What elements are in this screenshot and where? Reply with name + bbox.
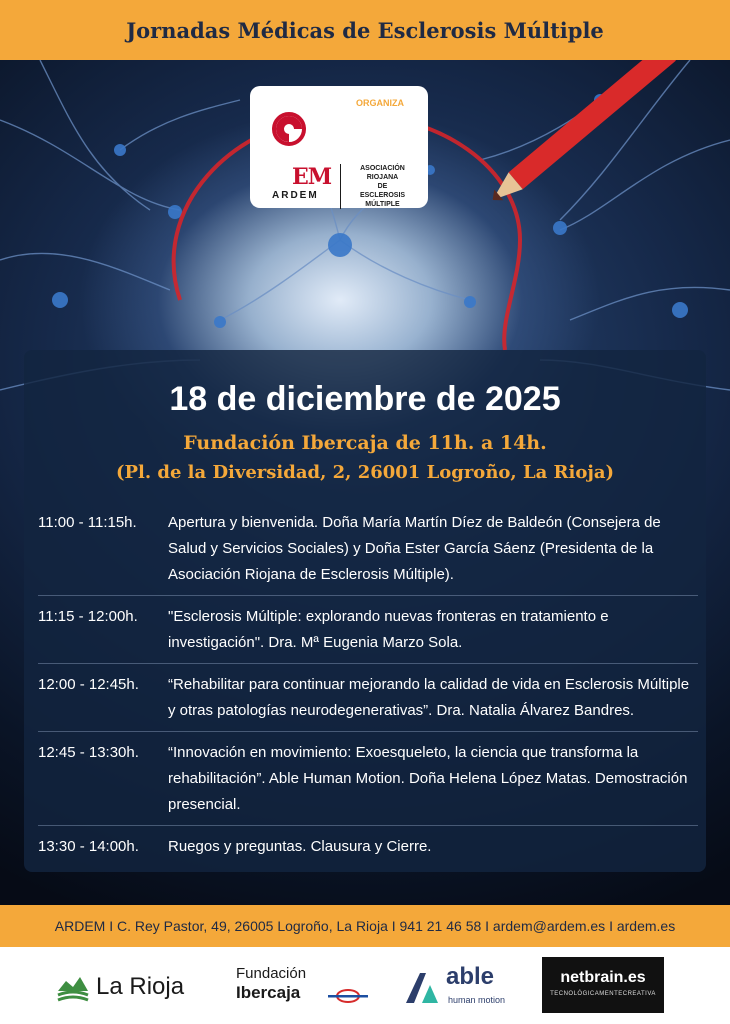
association-line: ESCLEROSIS xyxy=(359,192,406,199)
schedule-description: Apertura y bienvenida. Doña María Martín Díez de Baldeón (Consejera de Salud y Servicios Sociales) y Doña Ester García Sáenz (Presidenta de la Asociación Riojana de Esclerosis Múltiple). xyxy=(168,514,661,583)
event-title: Jornadas Médicas de Esclerosis Múltiple xyxy=(126,17,604,43)
sponsor-netbrain xyxy=(542,957,664,1013)
schedule-description: "Esclerosis Múltiple: explorando nuevas fronteras en tratamiento e investigación". Dra. Mª Eugenia Marzo Sola. xyxy=(168,608,609,651)
schedule-time: 12:45 - 13:30h. xyxy=(38,744,139,761)
logo-letters: EM xyxy=(292,164,332,190)
association-line: DE xyxy=(377,183,388,190)
contact-bar xyxy=(0,905,730,947)
association-name xyxy=(340,164,420,209)
organiza-label: ORGANIZA xyxy=(356,98,404,108)
program-panel xyxy=(24,350,706,872)
schedule-row xyxy=(38,502,698,596)
ibercaja-line2: Ibercaja xyxy=(236,983,301,1002)
schedule-row xyxy=(38,596,698,664)
contact-info: ARDEM I C. Rey Pastor, 49, 26005 Logroño, La Rioja I 941 21 46 58 I ardem@ardem.es I ardem.es xyxy=(54,918,676,934)
schedule-time: 11:15 - 12:00h. xyxy=(38,608,138,625)
header-banner xyxy=(0,0,730,60)
able-name: able xyxy=(446,963,495,990)
association-line: RIOJANA xyxy=(366,174,399,181)
schedule-description: Ruegos y preguntas. Clausura y Cierre. xyxy=(168,838,432,855)
association-line: MÚLTIPLE xyxy=(365,201,400,208)
organizer-logo-box xyxy=(250,86,428,208)
schedule-list xyxy=(38,502,698,867)
netbrain-name: netbrain.es xyxy=(560,969,646,986)
schedule-time: 12:00 - 12:45h. xyxy=(38,676,139,693)
sponsor-able xyxy=(402,963,514,1011)
ardem-logo-icon xyxy=(272,112,306,146)
schedule-description: “Rehabilitar para continuar mejorando la calidad de vida en Esclerosis Múltiple y otras patologías neurodegenerativas”. Dra. Natalia Álvarez Bandres. xyxy=(168,676,690,719)
sponsors-strip xyxy=(0,947,730,1024)
association-line: ASOCIACIÓN xyxy=(360,165,405,172)
event-address: (Pl. de la Diversidad, 2, 26001 Logroño, La Rioja) xyxy=(115,462,615,483)
la-rioja-text: La Rioja xyxy=(96,973,185,1000)
schedule-time: 13:30 - 14:00h. xyxy=(38,838,139,855)
ibercaja-mark-icon xyxy=(328,989,368,1003)
able-tagline: human motion xyxy=(448,995,506,1005)
sponsor-ibercaja xyxy=(236,963,376,1011)
schedule-time: 11:00 - 11:15h. xyxy=(38,514,137,531)
event-venue: Fundación Ibercaja de 11h. a 14h. xyxy=(183,432,547,454)
schedule-row xyxy=(38,826,698,867)
hero-image xyxy=(0,60,730,905)
la-rioja-logo-icon xyxy=(56,969,90,1003)
sponsor-la-rioja xyxy=(56,963,198,1011)
schedule-row xyxy=(38,664,698,732)
schedule-description: “Innovación en movimiento: Exoesqueleto, la ciencia que transforma la rehabilitación”. Able Human Motion. Doña Helena López Matas. Demostración presencial. xyxy=(168,744,688,813)
ibercaja-line1: Fundación xyxy=(236,965,307,982)
logo-name: ARDEM xyxy=(272,190,319,201)
schedule-row xyxy=(38,732,698,826)
able-logo-icon xyxy=(402,967,442,1007)
netbrain-tagline: TECNOLÓGICAMENTECREATIVA xyxy=(550,991,656,997)
event-date: 18 de diciembre de 2025 xyxy=(169,380,561,418)
